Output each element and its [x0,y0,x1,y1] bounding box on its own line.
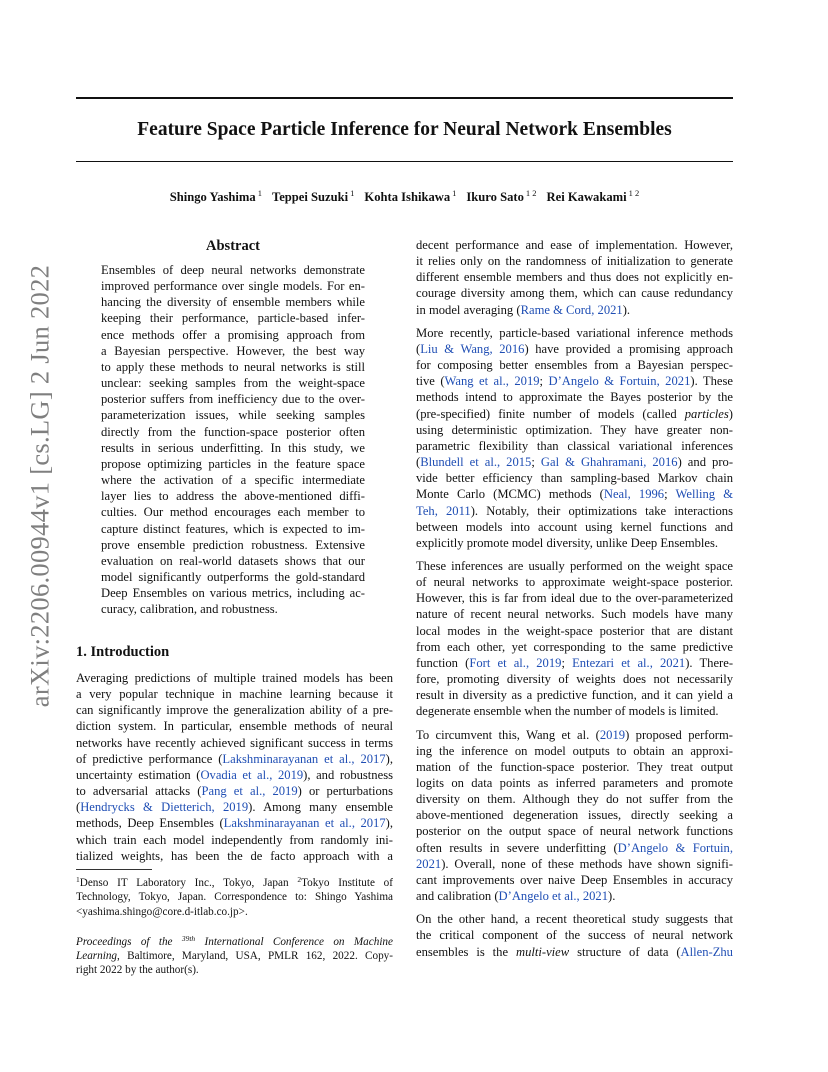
abstract-heading: Abstract [206,238,260,254]
intro-line [76,783,393,799]
text-run: the critical component of the success of neural network [416,928,733,943]
text-run: ensembles is the [416,944,516,959]
text-run: uncertainty estimation ( [76,767,201,782]
text-run: These inferences are usually performed on the weight space [416,558,733,573]
text-run: can significantly improve the generalization ability of a pre- [76,703,393,718]
text-run: ; [561,655,573,670]
text-run: ) proposed perform- [625,727,733,742]
text-run: of predictive performance ( [76,751,223,766]
text-run: result in diversity as a predictive function, and it can yield a [416,688,733,703]
paragraph-line [416,823,733,839]
citation-link[interactable]: Hendrycks & Dietterich, 2019 [80,800,249,815]
paragraph-line [416,519,733,535]
text-run: ( [416,455,421,470]
author-name: Shingo Yashima [169,190,256,204]
title-top-rule [76,97,733,99]
author-affiliation: 1 2 [628,188,640,198]
paragraph-line [416,872,733,888]
text-run: parametric flexibility than classical variational inferences [416,438,733,453]
abstract-line: improved performance over single models. For en- [101,279,365,294]
paragraph-line [416,671,733,687]
paragraph-line [416,454,733,470]
citation-link[interactable]: D’Angelo & Fortuin, [617,840,733,855]
author [272,190,354,204]
paragraph-line [416,623,733,639]
text-run: 1 [76,875,80,884]
citation-link[interactable]: D’Angelo & Fortuin, 2021 [548,374,691,389]
title-bottom-rule [76,161,733,162]
text-run: ( [76,800,81,815]
text-run: mation of the function-space posterior. They treat output [416,759,733,774]
author-name: Rei Kawakami [546,190,627,204]
text-run: between models into account using kernel functions and [416,519,733,534]
text-run: methods intend to approximate the Bayes posterior by the [416,390,733,405]
footnote-line [76,935,393,949]
paragraph-line [416,535,733,551]
text-run: in model averaging ( [416,302,521,317]
paragraph-line [416,285,733,301]
text-run: methods, Deep Ensembles ( [76,816,224,831]
citation-link[interactable]: Neal, 1996 [603,487,665,502]
intro-line [76,799,393,815]
text-run: ). Notably, their optimizations take interactions [470,503,734,518]
text-run: tive ( [416,374,445,389]
text-run: ). [622,302,631,317]
text-run: networks have recently achieved significant success in terms [76,735,393,750]
paragraph-line [416,911,733,927]
text-run: which train each model independently from randomly ini- [76,832,393,847]
text-run: explicitly promote model diversity, unlike Deep Ensembles. [416,535,719,550]
paragraph-line [416,791,733,807]
paragraph [416,727,733,905]
text-run: ). There- [685,655,734,670]
abstract-line: curacy, calibration, and robustness. [101,602,278,617]
text-run: <yashima.shingo@core.d-itlab.co.jp>. [76,905,248,918]
text-run: Monte Carlo (MCMC) methods ( [416,487,604,502]
paragraph-line [416,389,733,405]
text-run: ). Among many ensemble [248,800,393,815]
abstract-line: to apply these methods to neural networks is still [101,359,365,374]
intro-line [76,735,393,751]
paragraph-line [416,486,733,502]
text-run: ). These [690,374,733,389]
text-run: ) have provided a promising approach [524,341,733,356]
text-run: structure of data ( [569,944,681,959]
abstract-line: unclear: seeking samples from the weight-space [101,376,365,391]
author-affiliation: 1 [350,188,355,198]
text-run: from each other, yet corresponding to the same predictive [416,639,733,654]
paragraph-line [416,743,733,759]
paragraph-line [416,302,733,318]
citation-link[interactable]: Blundell et al., 2015 [420,455,532,470]
paragraph [416,325,733,551]
text-run: ). [608,889,616,904]
text-run: tialized weights, has been the de facto approach with a [76,848,393,863]
affiliation-footnote [76,876,393,919]
author-affiliation: 1 2 [525,188,537,198]
paragraph-line [416,807,733,823]
abstract-line: keeping their performance, particle-based infer- [101,311,365,326]
right-column-text [416,237,733,967]
text-run: (pre-specified) finite number of models (called [416,406,685,421]
footnote-line [76,949,393,963]
text-run: Learning [76,950,118,963]
paragraph-line [416,470,733,486]
text-run: diversity on them. Although they do not suffer from the [416,792,733,807]
paragraph-line [416,438,733,454]
paragraph-line [416,927,733,943]
author [364,190,456,204]
text-run: Denso IT Laboratory Inc., Tokyo, Japan [79,877,298,889]
abstract-line: capture distinct features, which is expected to im- [101,521,365,536]
abstract-line: propose optimizing particles in the feature space [101,456,365,471]
footnote-line [76,890,393,904]
text-run: International Conference on Machine [195,935,393,948]
paragraph-line [416,422,733,438]
text-run: To circumvent this, Wang et al. ( [416,727,600,742]
proceedings-footnote [76,935,393,978]
text-run: often results in severe underfitting ( [416,840,618,855]
citation-link[interactable]: Entezari et al., 2021 [572,655,686,670]
arxiv-stamp-text: arXiv:2206.00944v1 [cs.LG] 2 Jun 2022 [24,264,55,708]
intro-line [76,848,393,864]
paragraph-line [416,759,733,775]
paragraph [416,911,733,959]
section-heading-introduction: 1. Introduction [76,644,170,660]
intro-line [76,832,393,848]
text-run: it relies only on the randomness of initialization to generate [416,254,733,269]
citation-link[interactable]: Fort et al., 2019 [469,655,562,670]
text-run: courage diversity among them, which can cause redundancy [416,286,733,301]
text-run: and calibration ( [416,889,499,904]
text-run: ), and robustness [303,767,393,782]
text-run: multi-view [515,944,570,959]
footnote-line [76,963,393,977]
text-run: right 2022 by the author(s). [76,964,199,977]
footnotes [76,876,393,978]
abstract-line: culties. Our method encourages each member to [101,505,365,520]
intro-line [76,702,393,718]
paragraph-line [416,237,733,253]
text-run: ). Overall, none of these methods have shown signifi- [441,856,733,871]
author-affiliation: 1 [257,188,262,198]
citation-link[interactable]: Teh, 2011 [416,503,471,518]
paragraph-line [416,590,733,606]
intro-line [76,751,393,767]
abstract-line: a Bayesian perspective. However, the best way [101,343,365,358]
citation-link[interactable]: Allen-Zhu [680,944,733,959]
paragraph-line [416,639,733,655]
text-run: ; [539,374,549,389]
intro-line [76,718,393,734]
text-run: 2 [297,875,302,884]
paragraph-line [416,406,733,422]
citation-link[interactable]: 2021 [416,856,442,871]
paragraph-line [416,373,733,389]
author-name: Ikuro Sato [466,190,524,204]
abstract-line: where the activation of a specific intermediate [101,473,365,488]
citation-link[interactable]: 2019 [599,727,626,742]
author [170,190,262,204]
abstract-line: evaluation on real-world datasets shows that our [101,553,365,568]
paragraph-line [416,357,733,373]
text-run: However, this is far from ideal due to the over-parameterized [416,591,733,606]
text-run: ), [385,751,393,766]
text-run: More recently, particle-based variational inference methods [416,325,733,340]
citation-link[interactable]: Wang et al., 2019 [444,374,540,389]
text-run: a very popular technique in machine learning because it [76,687,393,702]
citation-link[interactable]: Pang et al., 2019 [201,784,298,799]
paragraph-line [416,325,733,341]
paragraph-line [416,503,733,519]
text-run: particles [684,406,729,421]
paragraph-line [416,606,733,622]
intro-line [76,686,393,702]
abstract-line: layer lies to address the above-mentioned diffi- [101,489,365,504]
text-run: vide better efficiency than sampling-based Markov chain [416,471,733,486]
text-run: using deterministic optimization. They have greater non- [416,422,733,437]
text-run: ) [728,406,733,421]
text-run: ing the inference on model outputs to obtain an approxi- [416,743,733,758]
paragraph-line [416,341,733,357]
text-run: Proceedings of the [76,935,182,948]
paragraph-line [416,687,733,703]
paper-title: Feature Space Particle Inference for Neural Network Ensembles [137,119,672,140]
paragraph-line [416,703,733,719]
text-run: , Baltimore, Maryland, USA, PMLR 162, 2022. Copy- [117,950,393,963]
paragraph-line [416,944,733,960]
text-run: Averaging predictions of multiple trained models has been [76,671,393,685]
text-run: ; [664,487,676,502]
intro-line [76,670,393,686]
paragraph-line [416,655,733,671]
abstract-line: model significantly outperforms the gold-standard [101,569,365,584]
abstract-line: prove ensemble prediction robustness. Extensive [101,537,365,552]
text-run: local modes in the weight-space posterior that are distant [416,623,733,638]
text-run: th [189,933,196,943]
author-list [76,190,733,205]
intro-line [76,767,393,783]
paragraph-line [416,888,733,904]
text-run: for composing better ensembles from a Bayesian perspec- [416,358,733,373]
footnote-rule [76,869,152,870]
text-run: 39 [181,933,190,943]
abstract-line: results in serious underfitting. In this study, we [101,440,365,455]
paragraph-line [416,840,733,856]
citation-link[interactable]: D’Angelo et al., 2021 [498,889,609,904]
citation-link[interactable]: Gal & Ghahramani, 2016 [540,455,678,470]
abstract-line: Ensembles of deep neural networks demonstrate [101,263,365,277]
paragraph [416,237,733,318]
author-affiliation: 1 [452,188,457,198]
text-run: fore, promoting diversity of weights does not necessarily [416,672,733,687]
abstract-body [101,262,365,617]
text-run: diction system. In particular, ensemble methods of neural [76,719,393,734]
abstract-line: ence methods offer a promising approach from [101,327,365,342]
abstract-line: posterior suffers from inefficiency due to the over- [101,392,365,407]
introduction-text [76,670,393,864]
text-run: Technology, Tokyo, Japan. Correspondence to: Shingo Yashima [76,891,393,904]
author [547,190,640,204]
paragraph-line [416,574,733,590]
paragraph-line [416,558,733,574]
text-run: Tokyo Institute of [301,877,393,889]
citation-link[interactable]: Rame & Cord, 2021 [520,302,623,317]
citation-link[interactable]: Liu & Wang, 2016 [420,341,525,356]
text-run: ) and pro- [677,455,734,470]
abstract-line: parameterization issues, while seeking samples [101,408,365,423]
author [466,190,536,204]
text-run: ) or perturbations [297,784,393,799]
citation-link[interactable]: Lakshminarayanan et al., 2017 [222,751,386,766]
citation-link[interactable]: Ovadia et al., 2019 [200,767,304,782]
abstract [101,236,365,617]
paragraph [416,558,733,720]
abstract-line: hancing the diversity of ensemble members while [101,295,365,310]
text-run: On the other hand, a recent theoretical study suggests that [416,912,733,927]
citation-link[interactable]: Lakshminarayanan et al., 2017 [223,816,386,831]
text-run: of neural networks to approximate weight-space posterior. [416,575,733,590]
footnote-line [76,876,393,890]
intro-line [76,815,393,831]
text-run: logits on data points as inferred parameters and promote [416,776,733,790]
text-run: function ( [416,655,470,670]
paragraph-line [416,269,733,285]
author-name: Kohta Ishikawa [364,190,451,204]
paragraph-line [416,727,733,743]
author-name: Teppei Suzuki [271,190,349,204]
text-run: posterior on the output space of neural network functions [416,824,733,839]
text-run: cant improvements over naive Deep Ensembles in accuracy [416,872,733,887]
text-run: ; [531,455,541,470]
paragraph-line [416,856,733,872]
citation-link[interactable]: Welling & [675,487,733,502]
text-run: decent performance and ease of implementation. However, [416,238,733,252]
text-run: ( [416,341,421,356]
text-run: to adversarial attacks ( [76,784,202,799]
text-run: nature of recent neural networks. Such models have many [416,607,733,622]
text-run: above-mentioned degeneration issues, directly seeking a [416,808,733,823]
abstract-line: Deep Ensembles on various metrics, including ac- [101,586,365,601]
footnote-line [76,905,393,919]
paragraph-line [416,775,733,791]
paragraph-line [416,253,733,269]
text-run: degenerate ensemble when the number of models is limited. [416,704,719,719]
abstract-line: directly from the function-space posterior often [101,424,365,439]
text-run: different ensemble members and thus does not explicitly en- [416,270,733,285]
text-run: ), [385,816,393,831]
